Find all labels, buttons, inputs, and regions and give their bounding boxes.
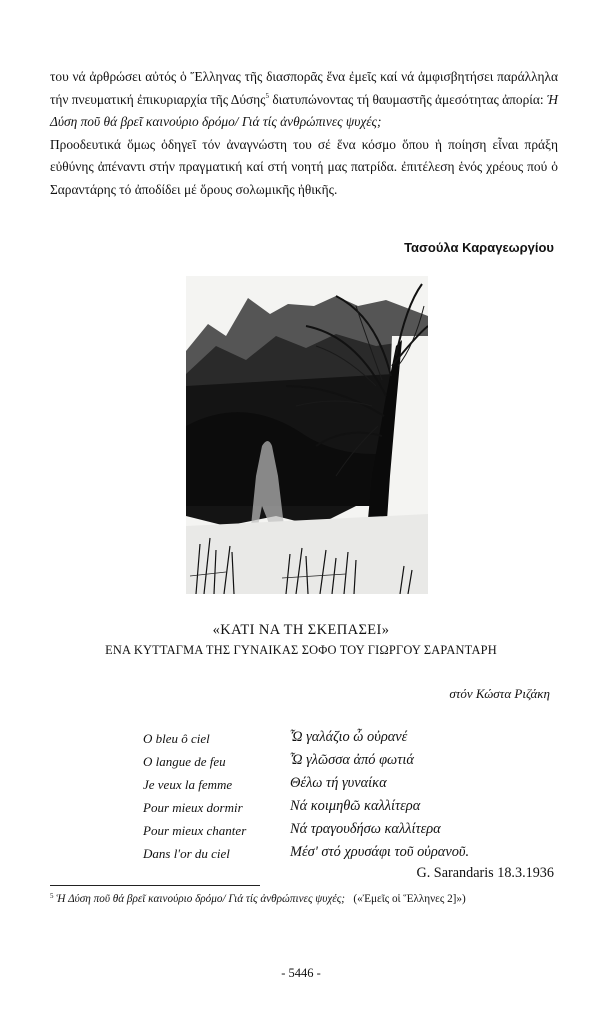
essay-quote: Ἡ Δύση ποῦ θά βρεῖ καινούριο δρόμο/ Γιά τίς ἀνθρώπινες ψυχές; [50, 91, 558, 130]
french-verse-line: Dans l'or du ciel [143, 846, 230, 861]
french-verse-line: Pour mieux chanter [143, 823, 247, 838]
greek-verse-line: Νά κοιμηθῶ καλλίτερα [290, 798, 421, 814]
greek-verse-line: Ὦ γαλάζιο ὦ οὐρανέ [290, 729, 408, 745]
greek-verse-line: Νά τραγουδήσω καλλίτερα [290, 821, 441, 837]
poem-subtitle: ΕΝΑ ΚΥΤΤΑΓΜΑ ΤΗΣ ΓΥΝΑΙΚΑΣ ΣΟΦΟ ΤΟΥ ΓΙΩΡΓΟΥ ΣΑΡΑΝΤΑΡΗ [105, 643, 497, 657]
ink-drawing-illustration [186, 276, 428, 594]
french-verse-line: O bleu ô ciel [143, 731, 210, 746]
ink-drawing [186, 276, 428, 594]
french-verse-line: Pour mieux dormir [143, 800, 243, 815]
author-name: Τασούλα Καραγεωργίου [404, 240, 554, 255]
footnote-source: («Ἐμεῖς οἱ Ἕλληνες 2]») [353, 893, 466, 905]
footnote-quote: Ἡ Δύση ποῦ θά βρεῖ καινούριο δρόμο/ Γιά τίς ἀνθρώπινες ψυχές; [56, 893, 345, 905]
poem-dedication: στόν Κώστα Ριζάκη [449, 686, 550, 701]
poem-signature: G. Sarandaris 18.3.1936 [416, 865, 554, 881]
essay-paragraph-2: Προοδευτικά ὅμως ὁδηγεῖ τόν ἀναγνώστη του σέ ἕνα κόσμο ὅπου ἡ ποίηση εἶναι πράξη εὐθύνης ἀπέναντι στήν πραγματική καί στή νοητή μας πατρίδα. ἐπιτέλεση ἑνός χρέους πού ὁ Σαραντάρης τό ἀποδίδει μέ ὅρους σολωμικῆς ἠθικῆς. [50, 136, 558, 197]
essay-text-part-2: διατυπώνοντας τή θαυμαστῆς ἀμεσότητας ἀπορία: [268, 91, 547, 107]
footnote-number: 5 [50, 892, 54, 900]
page-number: - 5446 - [281, 966, 321, 980]
essay-text-part-1: του νά ἀρθρώσει αὐτός ὁ Ἕλληνας τῆς διασπορᾶς ἕνα ἐμεῖς καί νά ἀμφισβητήσει παράλληλα τήν πνευματική ἐπικυριαρχία τῆς Δύσης [50, 69, 558, 107]
footnote-reference: 5 [265, 91, 269, 100]
greek-verse-line: Μέσ' στό χρυσάφι τοῦ οὐρανοῦ. [290, 844, 470, 860]
french-verse-line: Je veux la femme [143, 777, 233, 792]
greek-verse-line: Ὦ γλῶσσα ἀπό φωτιά [290, 752, 414, 768]
poem-title: «ΚΑΤΙ ΝΑ ΤΗ ΣΚΕΠΑΣΕΙ» [212, 622, 390, 638]
greek-verse-line: Θέλω τή γυναίκα [290, 775, 387, 791]
essay-paragraph-1 [50, 66, 558, 134]
footnote-divider [50, 885, 260, 886]
footnote [50, 890, 558, 908]
french-verse-line: O langue de feu [143, 754, 226, 769]
essay-text [50, 66, 558, 202]
